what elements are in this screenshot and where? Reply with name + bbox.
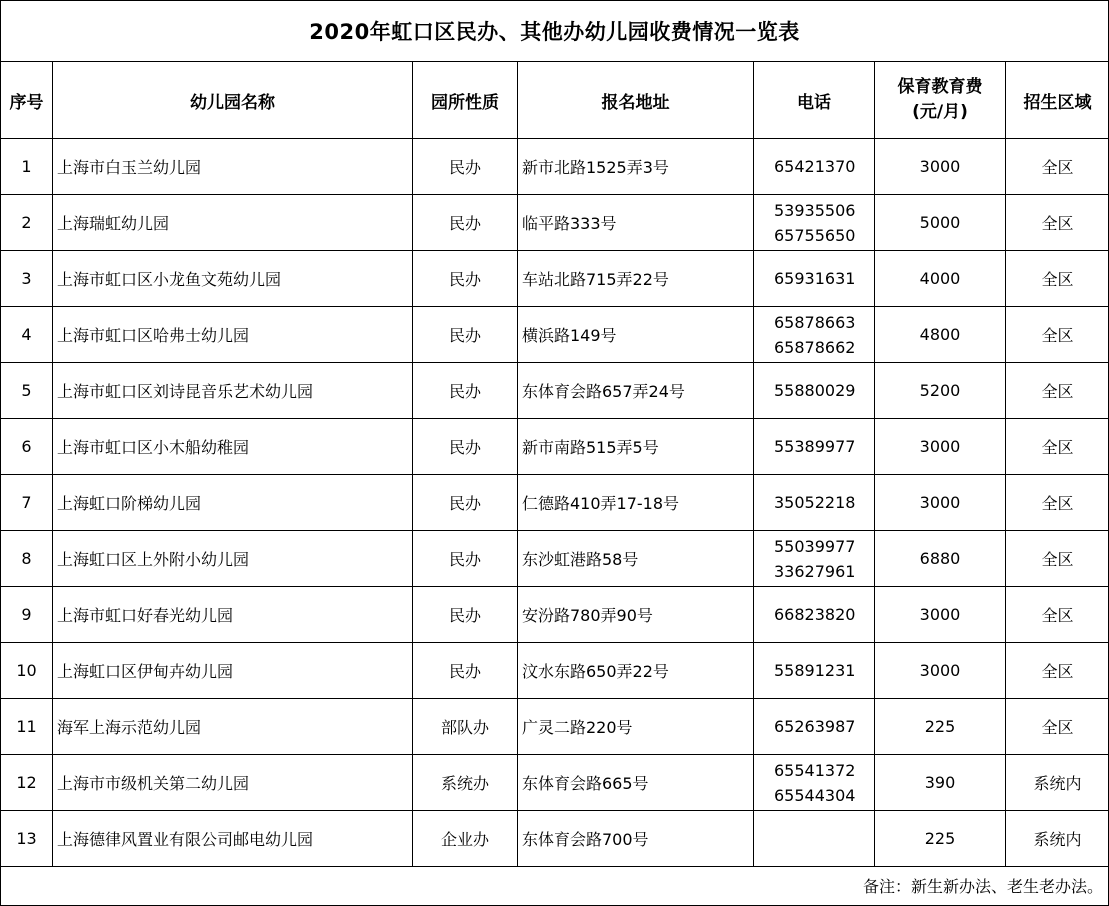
cell-region: 全区 bbox=[1006, 251, 1109, 307]
cell-index: 7 bbox=[1, 475, 53, 531]
phone-number: 55039977 bbox=[774, 536, 856, 556]
cell-region: 全区 bbox=[1006, 363, 1109, 419]
fee-table bbox=[0, 61, 1109, 867]
cell-fee: 5200 bbox=[875, 363, 1006, 419]
cell-nature: 民办 bbox=[413, 139, 518, 195]
cell-phone bbox=[754, 251, 875, 307]
phone-number: 55389977 bbox=[774, 437, 856, 456]
cell-phone bbox=[754, 475, 875, 531]
cell-name: 海军上海示范幼儿园 bbox=[53, 699, 413, 755]
phone-number: 65421370 bbox=[774, 157, 856, 176]
phone-number: 65878662 bbox=[774, 337, 856, 357]
cell-fee: 225 bbox=[875, 811, 1006, 867]
cell-address: 车站北路715弄22号 bbox=[518, 251, 754, 307]
phone-number: 55880029 bbox=[774, 381, 856, 400]
cell-phone bbox=[754, 587, 875, 643]
header-index: 序号 bbox=[1, 62, 53, 139]
header-region: 招生区域 bbox=[1006, 62, 1109, 139]
cell-phone bbox=[754, 195, 875, 251]
phone-number: 65544304 bbox=[774, 785, 856, 805]
cell-phone bbox=[754, 307, 875, 363]
phone-number: 33627961 bbox=[774, 561, 856, 581]
cell-name: 上海市虹口区小木船幼稚园 bbox=[53, 419, 413, 475]
note-text: 备注：新生新办法、老生老办法。 bbox=[862, 877, 1103, 896]
header-fee-line1: 保育教育费 bbox=[897, 77, 983, 97]
cell-fee: 5000 bbox=[875, 195, 1006, 251]
table-row bbox=[1, 755, 1109, 811]
cell-phone bbox=[754, 531, 875, 587]
phone-number: 53935506 bbox=[774, 200, 856, 220]
cell-phone bbox=[754, 811, 875, 867]
cell-address: 汶水东路650弄22号 bbox=[518, 643, 754, 699]
cell-name: 上海市虹口区小龙鱼文苑幼儿园 bbox=[53, 251, 413, 307]
header-nature: 园所性质 bbox=[413, 62, 518, 139]
table-row bbox=[1, 587, 1109, 643]
cell-index: 5 bbox=[1, 363, 53, 419]
cell-address: 临平路333号 bbox=[518, 195, 754, 251]
cell-nature: 民办 bbox=[413, 251, 518, 307]
cell-address: 横浜路149号 bbox=[518, 307, 754, 363]
note-row bbox=[0, 865, 1109, 906]
cell-phone bbox=[754, 755, 875, 811]
cell-nature: 民办 bbox=[413, 587, 518, 643]
cell-phone bbox=[754, 139, 875, 195]
cell-name: 上海市市级机关第二幼儿园 bbox=[53, 755, 413, 811]
cell-address: 东体育会路665号 bbox=[518, 755, 754, 811]
phone-number: 65931631 bbox=[774, 269, 856, 288]
cell-nature: 民办 bbox=[413, 195, 518, 251]
header-name: 幼儿园名称 bbox=[53, 62, 413, 139]
cell-fee: 3000 bbox=[875, 139, 1006, 195]
cell-nature: 民办 bbox=[413, 475, 518, 531]
cell-index: 2 bbox=[1, 195, 53, 251]
cell-address: 东沙虹港路58号 bbox=[518, 531, 754, 587]
cell-index: 6 bbox=[1, 419, 53, 475]
cell-fee: 4000 bbox=[875, 251, 1006, 307]
cell-nature: 企业办 bbox=[413, 811, 518, 867]
table-row bbox=[1, 139, 1109, 195]
cell-address: 新市北路1525弄3号 bbox=[518, 139, 754, 195]
cell-region: 全区 bbox=[1006, 587, 1109, 643]
cell-name: 上海德律风置业有限公司邮电幼儿园 bbox=[53, 811, 413, 867]
cell-index: 13 bbox=[1, 811, 53, 867]
cell-address: 东体育会路700号 bbox=[518, 811, 754, 867]
cell-fee: 3000 bbox=[875, 475, 1006, 531]
cell-region: 系统内 bbox=[1006, 755, 1109, 811]
cell-index: 11 bbox=[1, 699, 53, 755]
header-phone: 电话 bbox=[754, 62, 875, 139]
cell-index: 12 bbox=[1, 755, 53, 811]
cell-phone bbox=[754, 643, 875, 699]
cell-address: 新市南路515弄5号 bbox=[518, 419, 754, 475]
phone-number: 55891231 bbox=[774, 661, 856, 680]
table-body bbox=[1, 139, 1109, 867]
cell-fee: 225 bbox=[875, 699, 1006, 755]
header-fee bbox=[875, 62, 1006, 139]
cell-nature: 系统办 bbox=[413, 755, 518, 811]
table-header-row bbox=[1, 62, 1109, 139]
phone-number: 66823820 bbox=[774, 605, 856, 624]
cell-nature: 部队办 bbox=[413, 699, 518, 755]
cell-address: 广灵二路220号 bbox=[518, 699, 754, 755]
cell-nature: 民办 bbox=[413, 307, 518, 363]
header-address: 报名地址 bbox=[518, 62, 754, 139]
phone-number: 65541372 bbox=[774, 760, 856, 780]
page-title bbox=[0, 0, 1109, 61]
cell-region: 全区 bbox=[1006, 195, 1109, 251]
table-row bbox=[1, 195, 1109, 251]
cell-phone bbox=[754, 419, 875, 475]
cell-nature: 民办 bbox=[413, 643, 518, 699]
cell-region: 全区 bbox=[1006, 307, 1109, 363]
cell-fee: 3000 bbox=[875, 587, 1006, 643]
cell-fee: 3000 bbox=[875, 643, 1006, 699]
cell-nature: 民办 bbox=[413, 531, 518, 587]
cell-name: 上海虹口区上外附小幼儿园 bbox=[53, 531, 413, 587]
table-row bbox=[1, 811, 1109, 867]
table-row bbox=[1, 363, 1109, 419]
table-row bbox=[1, 643, 1109, 699]
cell-name: 上海市虹口区哈弗士幼儿园 bbox=[53, 307, 413, 363]
cell-name: 上海虹口区伊甸卉幼儿园 bbox=[53, 643, 413, 699]
header-fee-line2: (元/月) bbox=[912, 102, 968, 122]
cell-fee: 390 bbox=[875, 755, 1006, 811]
cell-region: 全区 bbox=[1006, 699, 1109, 755]
cell-region: 全区 bbox=[1006, 475, 1109, 531]
cell-fee: 4800 bbox=[875, 307, 1006, 363]
cell-nature: 民办 bbox=[413, 419, 518, 475]
table-row bbox=[1, 419, 1109, 475]
cell-address: 仁德路410弄17-18号 bbox=[518, 475, 754, 531]
table-row bbox=[1, 531, 1109, 587]
phone-number: 35052218 bbox=[774, 493, 856, 512]
cell-index: 10 bbox=[1, 643, 53, 699]
table-row bbox=[1, 699, 1109, 755]
table-row bbox=[1, 251, 1109, 307]
cell-region: 全区 bbox=[1006, 643, 1109, 699]
table-row bbox=[1, 307, 1109, 363]
cell-name: 上海市虹口区刘诗昆音乐艺术幼儿园 bbox=[53, 363, 413, 419]
cell-index: 1 bbox=[1, 139, 53, 195]
cell-region: 全区 bbox=[1006, 419, 1109, 475]
table-row bbox=[1, 475, 1109, 531]
cell-name: 上海瑞虹幼儿园 bbox=[53, 195, 413, 251]
cell-address: 安汾路780弄90号 bbox=[518, 587, 754, 643]
cell-index: 4 bbox=[1, 307, 53, 363]
cell-fee: 3000 bbox=[875, 419, 1006, 475]
cell-index: 8 bbox=[1, 531, 53, 587]
phone-number: 65755650 bbox=[774, 225, 856, 245]
cell-name: 上海市白玉兰幼儿园 bbox=[53, 139, 413, 195]
phone-number: 65878663 bbox=[774, 312, 856, 332]
cell-nature: 民办 bbox=[413, 363, 518, 419]
cell-address: 东体育会路657弄24号 bbox=[518, 363, 754, 419]
cell-index: 9 bbox=[1, 587, 53, 643]
cell-phone bbox=[754, 363, 875, 419]
cell-index: 3 bbox=[1, 251, 53, 307]
cell-region: 全区 bbox=[1006, 139, 1109, 195]
cell-name: 上海虹口阶梯幼儿园 bbox=[53, 475, 413, 531]
cell-region: 全区 bbox=[1006, 531, 1109, 587]
cell-name: 上海市虹口好春光幼儿园 bbox=[53, 587, 413, 643]
page-title-text: 2020年虹口区民办、其他办幼儿园收费情况一览表 bbox=[309, 19, 800, 44]
cell-phone bbox=[754, 699, 875, 755]
cell-fee: 6880 bbox=[875, 531, 1006, 587]
cell-region: 系统内 bbox=[1006, 811, 1109, 867]
phone-number: 65263987 bbox=[774, 717, 856, 736]
